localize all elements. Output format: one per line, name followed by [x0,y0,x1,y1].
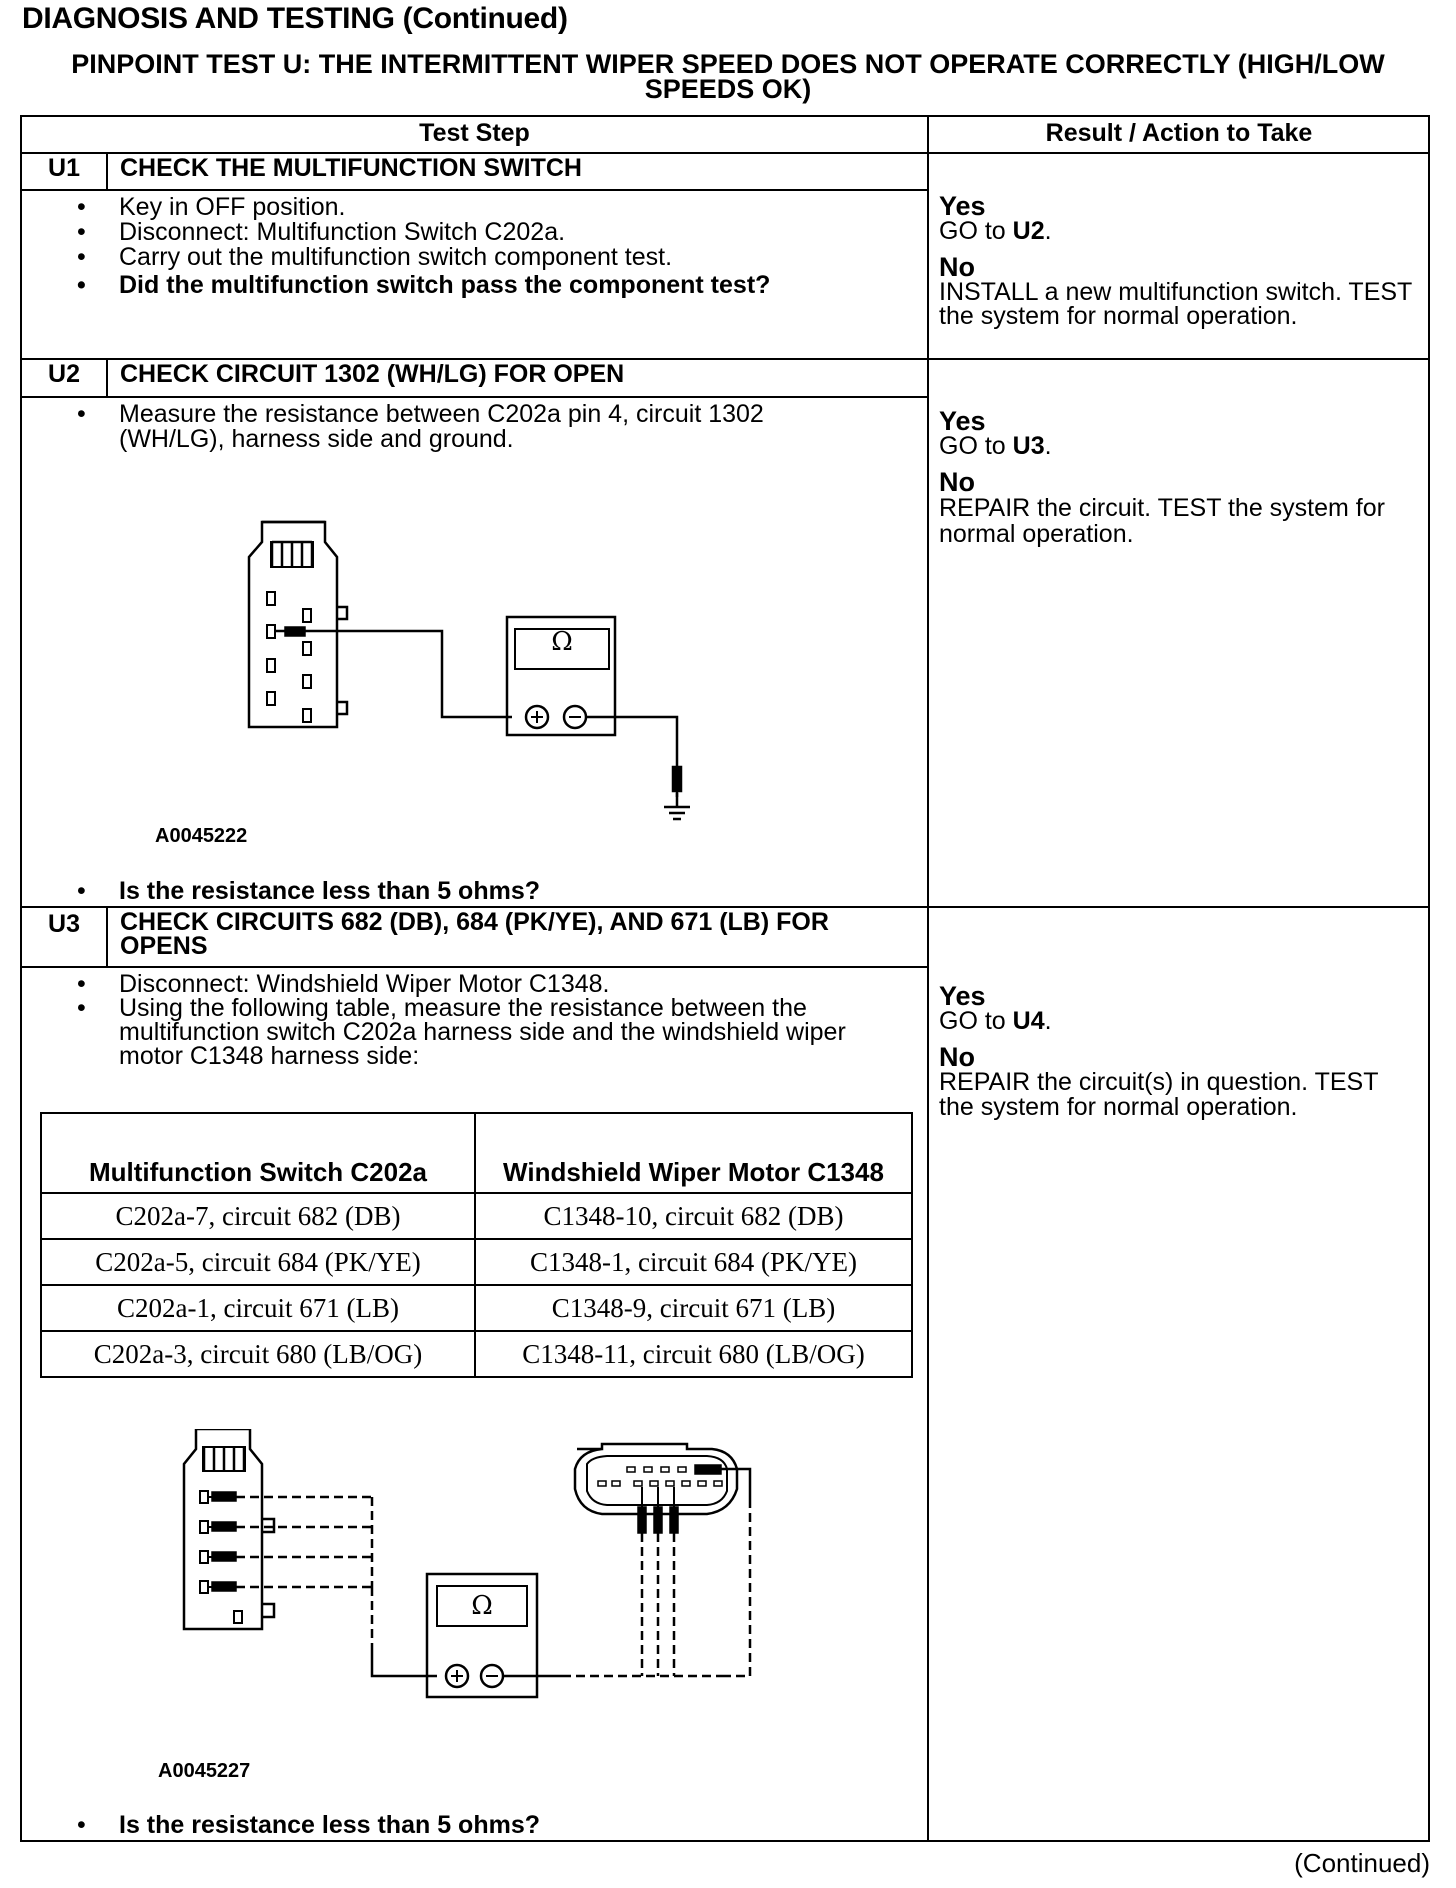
next-step-link: U2 [1012,217,1045,245]
step-u3-header [22,908,927,968]
no-action: REPAIR the circuit(s) in question. TEST the system for normal operation. [939,1068,1379,1121]
yes-label: Yes [939,406,986,436]
table-cell: C1348-11, circuit 680 (LB/OG) [475,1331,912,1377]
list-item: • Using the following table, measure the resistance between the multifunction switch C202a harness side and the windshield wiper motor C1348 harness side: [77,996,857,1068]
no-action: INSTALL a new multifunction switch. TEST the system for normal operation. [939,278,1412,330]
figure-id: A0045222 [155,825,248,847]
table-row [41,1239,912,1285]
table-cell: C202a-5, circuit 684 (PK/YE) [41,1239,475,1285]
ohm-symbol: Ω [551,627,573,657]
table-row [41,1285,912,1331]
table-cell: C202a-3, circuit 680 (LB/OG) [41,1331,475,1377]
figure-id: A0045227 [158,1760,251,1782]
list-item: • Carry out the multifunction switch component test. [77,245,907,270]
table-cell: C1348-1, circuit 684 (PK/YE) [475,1239,912,1285]
u3-wiring-diagram [182,1429,772,1709]
no-label: No [939,1042,975,1072]
step-u1-id: U1 [22,154,108,189]
test-step-header: Test Step [419,119,530,147]
step-u1-question: • Did the multifunction switch pass the component test? [77,273,907,298]
circuit-table [40,1112,913,1378]
table-cell: C202a-1, circuit 671 (LB) [41,1285,475,1331]
table-cell: C202a-7, circuit 682 (DB) [41,1193,475,1239]
list-item: • Disconnect: Multifunction Switch C202a. [77,220,907,245]
step-u1-title: CHECK THE MULTIFUNCTION SWITCH [120,154,582,182]
table-header: Multifunction Switch C202a [41,1113,475,1193]
list-item: • Disconnect: Windshield Wiper Motor C1348. [77,972,857,996]
table-header: Windshield Wiper Motor C1348 [475,1113,912,1193]
table-row [41,1331,912,1377]
table-cell: C1348-9, circuit 671 (LB) [475,1285,912,1331]
step-u1-header [22,154,927,191]
yes-action: GO to U2. [939,217,1052,245]
step-u2-question: • Is the resistance less than 5 ohms? [77,877,540,906]
step-u3-result [939,968,1419,1120]
yes-action: GO to U3. [939,432,1052,460]
ohm-symbol: Ω [471,1591,493,1621]
table-header-row [41,1113,912,1193]
next-step-link: U4 [1012,1007,1045,1035]
table-row [41,1193,912,1239]
no-label: No [939,467,975,497]
step-u2-header [22,360,927,398]
yes-label: Yes [939,191,986,221]
step-u2-id: U2 [22,360,108,396]
page-title: DIAGNOSIS AND TESTING (Continued) [22,2,568,35]
result-action-header: Result / Action to Take [1045,119,1313,147]
pinpoint-test-title: PINPOINT TEST U: THE INTERMITTENT WIPER SPEED DOES NOT OPERATE CORRECTLY (HIGH/LOW SPEEDS OK) [71,49,1385,104]
yes-label: Yes [939,981,986,1011]
no-action: REPAIR the circuit. TEST the system for normal operation. [939,494,1385,548]
step-u2-title: CHECK CIRCUIT 1302 (WH/LG) FOR OPEN [120,360,625,388]
list-item: • Key in OFF position. [77,195,907,220]
step-u3-id: U3 [22,908,108,966]
step-u1-instructions [77,195,907,298]
ground-icon [660,793,694,827]
step-u2-instructions [77,402,867,452]
step-u3-instructions [77,972,857,1068]
yes-action: GO to U4. [939,1007,1052,1035]
list-item: • Measure the resistance between C202a pin 4, circuit 1302 (WH/LG), harness side and ground. [77,402,867,452]
next-step-link: U3 [1012,432,1045,460]
step-u2-result [939,394,1419,547]
step-u1-result [939,191,1419,328]
table-cell: C1348-10, circuit 682 (DB) [475,1193,912,1239]
no-label: No [939,252,975,282]
step-u3-question: • Is the resistance less than 5 ohms? [77,1811,540,1840]
u2-wiring-diagram [247,497,717,797]
step-u3-title: CHECK CIRCUITS 682 (DB), 684 (PK/YE), AND 671 (LB) FOR OPENS [120,908,829,960]
continued-label: (Continued) [1294,1848,1430,1878]
column-divider [927,117,929,1840]
test-table [20,115,1430,1842]
